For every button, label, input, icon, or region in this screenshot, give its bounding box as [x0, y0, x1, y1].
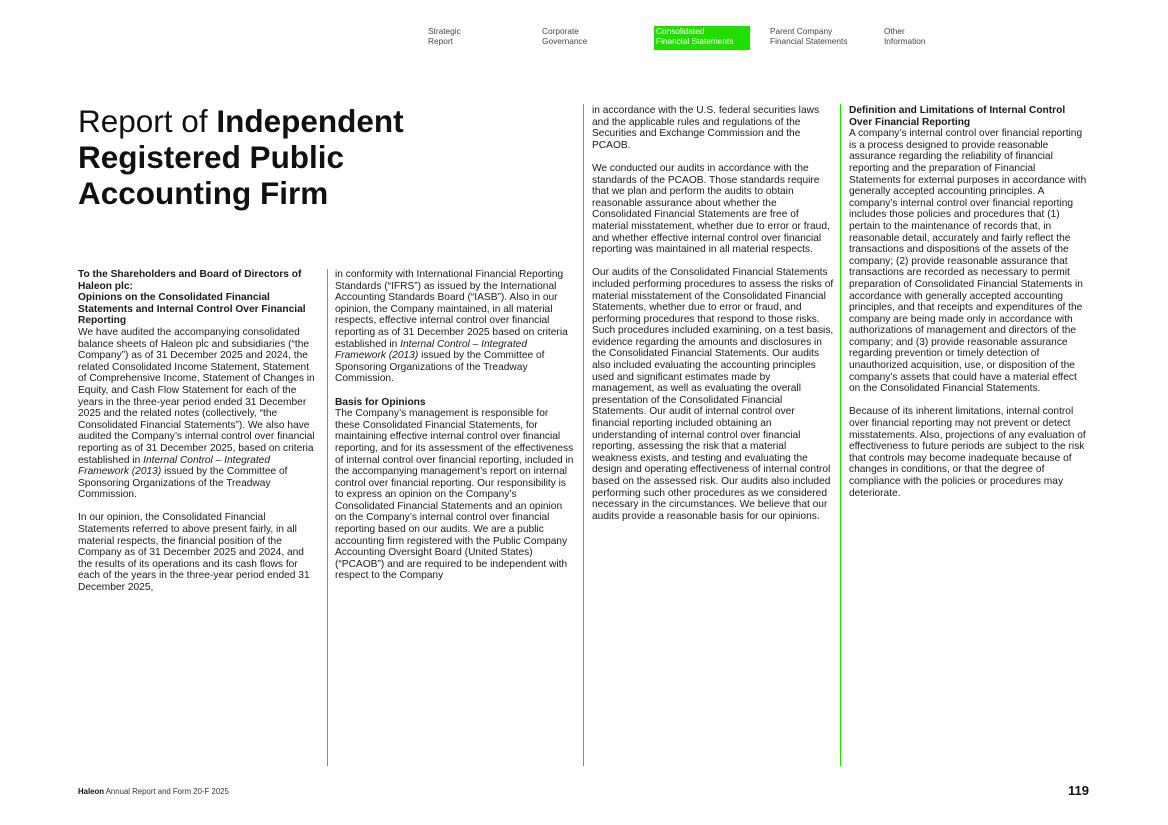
paragraph: We have audited the accompanying consolidated balance sheets of Haleon plc and subsidiaries (“the Company”) as of 31 December 2025 and 2024, the related Consolidated Income Statement, Statement of Comprehensive Income, Statement of Changes in Equity, and Cash Flow Statement for each of the years in the three-year period ended 31 December 2025 and the related notes (collectively, “the Consolidated Financial Statements”). We also have audited the Company’s internal control over financial reporting as of 31 December 2025, based on criteria established in Internal Control – Integrated Framework (2013) issued by the Committee of Sponsoring Organizations of the Treadway Commission.	[78, 326, 315, 501]
nav-tab-other-information[interactable]: Other Information	[884, 26, 926, 46]
paragraph: We conducted our audits in accordance with the standards of the PCAOB. Those standards require that we plan and perform the audits to obtain reasonable assurance about whether the Consolidated Financial Statements are free of material misstatement, whether due to error or fraud, and whether effective internal control over financial reporting was maintained in all material respects.	[592, 162, 830, 256]
text-column-4	[849, 105, 1089, 511]
addressee-heading: To the Shareholders and Board of Directors of Haleon plc:	[78, 269, 302, 292]
nav-tab-parent-company-financial-statements[interactable]: Parent Company Financial Statements	[770, 26, 848, 46]
column-divider	[327, 269, 328, 766]
page-title	[78, 103, 498, 211]
paragraph: In our opinion, the Consolidated Financial Statements referred to above present fairly, in all material respects, the financial position of the Company as of 31 December 2025 and 2024, and the results of its operations and its cash flows for each of the years in the three-year period ended 31 December 2025,	[78, 512, 310, 594]
paragraph: in accordance with the U.S. federal securities laws and the applicable rules and regulations of the Securities and Exchange Commission and the PCAOB.	[592, 105, 820, 151]
text-column-2	[335, 269, 575, 594]
footer	[78, 787, 229, 796]
column-divider	[840, 104, 841, 766]
page-title-bold: Independent Registered Public Accounting Firm	[78, 103, 404, 211]
paragraph: Because of its inherent limitations, internal control over financial reporting may not prevent or detect misstatements. Also, projections of any evaluation of effectiveness to future periods are subject to the risk that controls may become inadequate because of changes in conditions, or that the degree of compliance with the policies or procedures may deteriorate.	[849, 406, 1086, 499]
paragraph: A company’s internal control over financial reporting is a process designed to provide reasonable assurance regarding the reliability of financial reporting and the preparation of Financial Statements for external purposes in accordance with generally accepted accounting principles. A company’s internal control over financial reporting includes those policies and procedures that (1) pertain to the maintenance of records that, in reasonable detail, accurately and fairly reflect the transactions and dispositions of the assets of the company; (2) provide reasonable assurance that transactions are recorded as necessary to permit preparation of Consolidated Financial Statements in accordance with generally accepted accounting principles, and that receipts and expenditures of the company are being made only in accordance with authorizations of management and directors of the company; and (3) provide reasonable assurance regarding prevention or timely detection of unauthorized acquisition, use, or disposition of the company’s assets that could have a material effect on the Consolidated Financial Statements.	[849, 128, 1087, 395]
column-divider	[583, 104, 584, 766]
nav-tab-corporate-governance[interactable]: Corporate Governance	[542, 26, 588, 46]
paragraph: The Company’s management is responsible for these Consolidated Financial Statements, for maintaining effective internal control over financial reporting, and for its assessment of the effectiveness of internal control over financial reporting, included in the accompanying management’s report on internal control over financial reporting. Our responsibility is to express an opinion on the Company’s Consolidated Financial Statements and an opinion on the Company’s internal control over financial reporting based on our audits. We are a public accounting firm registered with the Public Company Accounting Oversight Board (United States) (“PCAOB”) and are required to be independent with respect to the Company	[335, 408, 574, 582]
nav-tab-strategic-report[interactable]: Strategic Report	[428, 26, 461, 46]
section-heading-definition: Definition and Limitations of Internal Control Over Financial Reporting	[849, 105, 1066, 128]
footer-text: Annual Report and Form 20-F 2025	[104, 787, 229, 796]
page-title-prefix: Report of	[78, 103, 217, 139]
section-heading-basis: Basis for Opinions	[335, 396, 426, 408]
footer-brand: Haleon	[78, 787, 104, 796]
section-heading-opinions: Opinions on the Consolidated Financial Statements and Internal Control Over Financial Reporting	[78, 292, 306, 327]
text-column-3	[592, 105, 834, 534]
text-column-1	[78, 269, 318, 605]
paragraph: Our audits of the Consolidated Financial Statements included performing procedures to assess the risks of material misstatement of the Consolidated Financial Statements, whether due to error or fraud, and performing procedures that respond to those risks. Such procedures included examining, on a test basis, evidence regarding the amounts and disclosures in the Consolidated Financial Statements. Our audits also included evaluating the accounting principles used and significant estimates made by management, as well as evaluating the overall presentation of the Consolidated Financial Statements. Our audit of internal control over financial reporting included obtaining an understanding of internal control over financial reporting, assessing the risk that a material weakness exists, and testing and evaluating the design and operating effectiveness of internal control based on the assessed risk. Our audits also included performing such other procedures as we considered necessary in the circumstances. We believe that our audits provide a reasonable basis for our opinions.	[592, 267, 834, 522]
page-number: 119	[1068, 783, 1089, 798]
section-nav	[426, 26, 996, 50]
nav-tab-consolidated-financial-statements[interactable]: Consolidated Financial Statements	[654, 26, 750, 50]
paragraph: in conformity with International Financial Reporting Standards (“IFRS”) as issued by the International Accounting Standards Board (“IASB”). Also in our opinion, the Company maintained, in all material respects, effective internal control over financial reporting as of 31 December 2025 based on criteria established in Internal Control – Integrated Framework (2013) issued by the Committee of Sponsoring Organizations of the Treadway Commission.	[335, 269, 568, 385]
